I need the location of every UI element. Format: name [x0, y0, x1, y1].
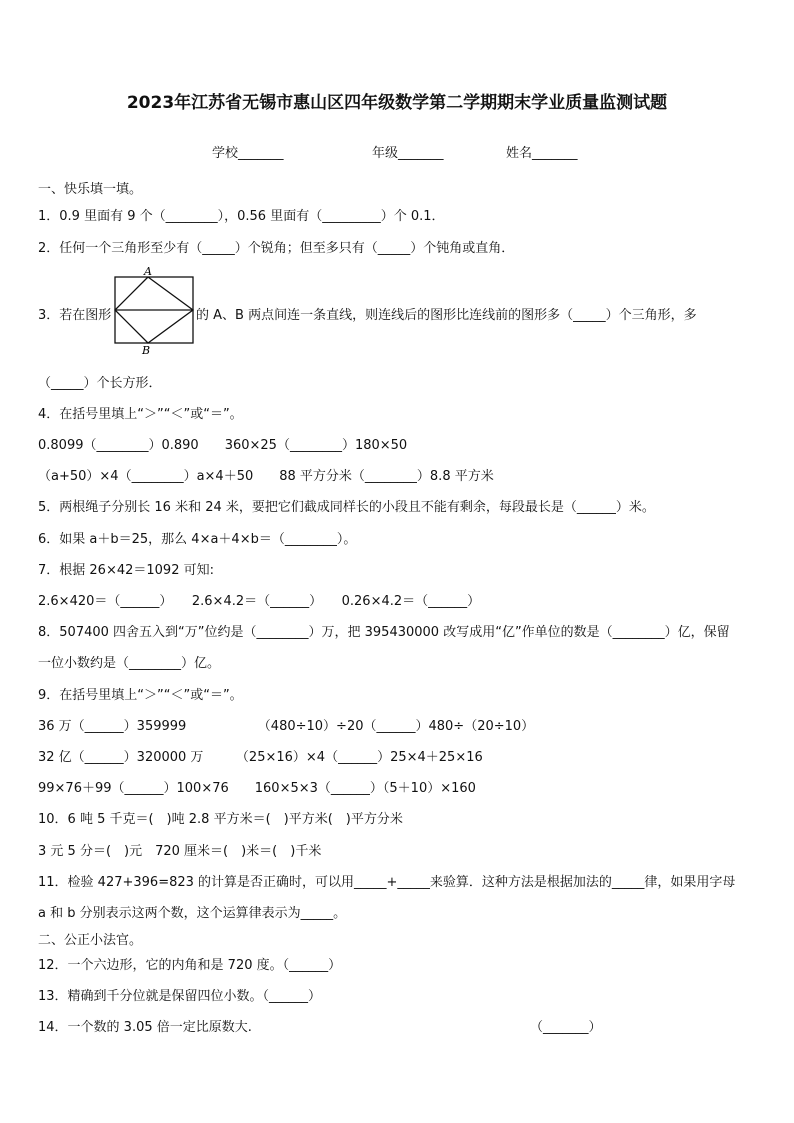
question-10-line-1: 10．6 吨 5 千克＝( )吨 2.8 平方米＝( )平方米( )平方分米 — [38, 812, 403, 827]
question-8-continued: 一位小数约是（________）亿。 — [38, 656, 221, 671]
question-9-line-2: 32 亿（______）320000 万 （25×16）×4（______）25×4＋25×16 — [38, 750, 483, 765]
question-14-answer-blank: （_______） — [530, 1020, 602, 1035]
school-field: 学校_______ — [212, 146, 284, 161]
point-b-label: B — [142, 344, 151, 354]
question-12: 12．一个六边形，它的内角和是 720 度。（______） — [38, 958, 342, 973]
question-11: 11．检验 427+396=823 的计算是否正确时，可以用_____+_____来验算．这种方法是根据加法的_____律，如果用字母 — [38, 875, 736, 890]
square-diagram — [112, 266, 196, 354]
question-7-line-1: 2.6×420＝（______） 2.6×4.2＝（______） 0.26×4.2＝（______） — [38, 594, 481, 609]
question-9-line-1: 36 万（______）359999 （480÷10）÷20（______）480÷（20÷10） — [38, 719, 535, 734]
question-10-line-2: 3 元 5 分＝( )元 720 厘米＝( )米＝( )千米 — [38, 844, 322, 859]
question-2: 2．任何一个三角形至少有（_____）个锐角；但至多只有（_____）个钝角或直角． — [38, 241, 515, 256]
section-heading-1: 一、快乐填一填。 — [38, 182, 143, 197]
question-1: 1．0.9 里面有 9 个（________），0.56 里面有（_________）个 0.1． — [38, 209, 445, 224]
question-13: 13．精确到千分位就是保留四位小数。（______） — [38, 989, 322, 1004]
question-5: 5．两根绳子分别长 16 米和 24 米，要把它们截成同样长的小段且不能有剩余，每段最长是（______）米。 — [38, 500, 655, 515]
question-14: 14．一个数的 3.05 倍一定比原数大. — [38, 1020, 252, 1035]
question-9-line-3: 99×76＋99（______）100×76 160×5×3（______）（5＋10）×160 — [38, 781, 476, 796]
question-4-line-2: （a+50）×4（________）a×4＋50 88 平方分米（________）8.8 平方米 — [38, 469, 494, 484]
question-6: 6．如果 a＋b＝25，那么 4×a＋4×b＝（________）。 — [38, 532, 357, 547]
question-4-line-1: 0.8099（________）0.890 360×25（________）180×50 — [38, 438, 408, 453]
question-7: 7．根据 26×42＝1092 可知: — [38, 563, 214, 578]
question-11-continued: a 和 b 分别表示这两个数，这个运算律表示为_____。 — [38, 906, 347, 921]
grade-field: 年级_______ — [372, 146, 444, 161]
question-4: 4．在括号里填上“＞”“＜”或“＝”。 — [38, 407, 243, 422]
page-title: 2023年江苏省无锡市惠山区四年级数学第二学期期末学业质量监测试题 — [126, 93, 668, 113]
question-3-continued: （_____）个长方形． — [38, 376, 162, 391]
question-8: 8．507400 四舍五入到“万”位约是（________）万，把 395430000 改写成用“亿”作单位的数是（________）亿，保留 — [38, 625, 730, 640]
point-a-label: A — [144, 266, 152, 278]
question-9: 9．在括号里填上“＞”“＜”或“＝”。 — [38, 688, 243, 703]
name-field: 姓名_______ — [506, 146, 578, 161]
question-3-prefix: 3．若在图形 — [38, 308, 112, 323]
section-heading-2: 二、公正小法官。 — [38, 933, 143, 948]
question-3-text: 的 A、B 两点间连一条直线，则连线后的图形比连线前的图形多（_____）个三角形，多 — [196, 308, 697, 323]
